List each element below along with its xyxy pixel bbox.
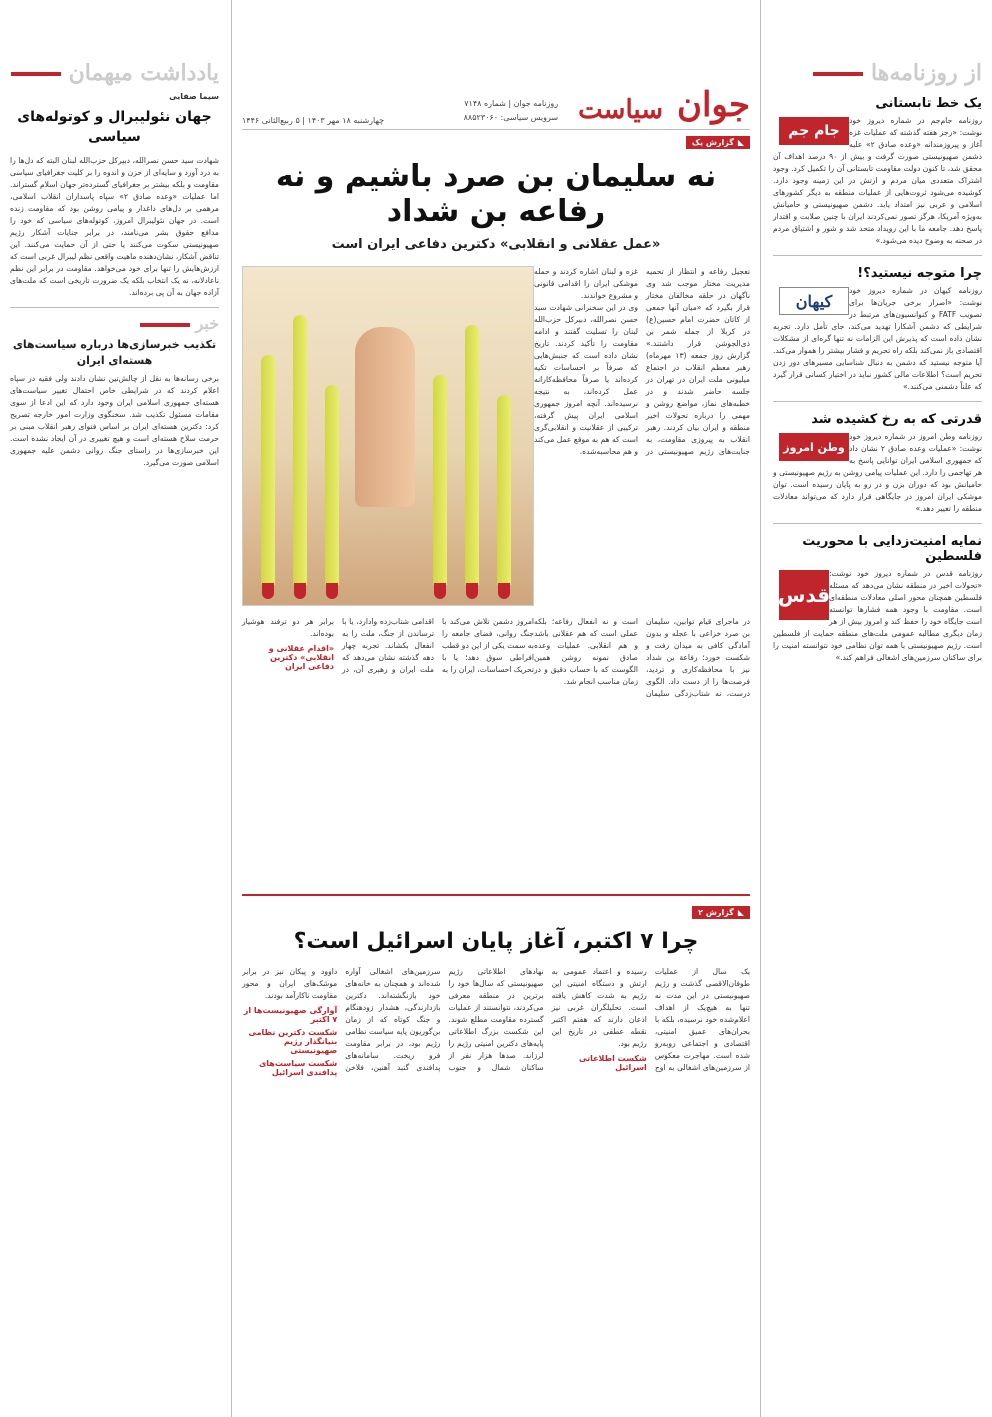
story-subhead: شکست اطلاعاتی اسرائیل: [578, 1054, 647, 1072]
story-paragraph: نهادهای اطلاعاتی رژیم صهیونیستی که سال‌ها خود را برترین در منطقه معرفی می‌کردند، نتوانستند از عملیات گسترده مقاومت مطلع شوند. این شکست بزرگ اطلاعاتی پایه‌های دکترین امنیتی رژیم را لرزاند. صدها هزار نفر از ساکنان شمال و جنوب سرزمین‌های اشغالی آواره شده‌اند و همچنان به خانه‌های خود بازنگشته‌اند. دکترین بازدارندگی، هشدار زودهنگام و جنگ کوتاه که از زمان بن‌گوریون پایه سیاست نظامی رژیم بود، در برابر مقاومت فرو ریخت. سامانه‌های پدافندی گنبد آهنین، فلاخن داوود و پیکان نیز در برابر موشک‌های ایران و محور مقاومت ناکارآمد بودند.: [242, 967, 544, 1072]
report-tag: [692, 906, 750, 919]
main-story: [242, 266, 750, 886]
missile-illustration: [293, 315, 307, 585]
report-tag-icon: ◣: [737, 138, 744, 147]
guest-note-text: شهادت سید حسن نصرالله، دبیرکل حزب‌الله لبنان البته که دل‌ها را به درد آورد و سایه‌ای از حزن و اندوه را بر کلیت جغرافیای سیاسی مقاومت و بلکه بیشتر بر جغرافیای گسترده‌تر جهان اسلام گستراند. اما عملیات «وعده صادق ۲» سپاه پاسداران انقلاب اسلامی، مرهمی بر دل‌های داغدار و پیامی روشن بود که مقاومت زنده است. در جهان نئولیبرال امروز، کوتوله‌های سیاسی که خود را مدافع حقوق بشر می‌نامند، در برابر جنایات آشکار رژیم صهیونیستی سکوت می‌کنند یا حتی از آن حمایت می‌کنند. این تناقض آشکار، نشان‌دهنده ماهیت واقعی نظم لیبرال غربی است که ارزش‌هایش را تنها برای خود می‌خواهد. مقاومت در برابر این نظم ناعادلانه، نه یک انتخاب بلکه یک ضرورت تاریخی است که ملت‌های آزاده جهان به آن پی برده‌اند.: [10, 156, 219, 297]
divider: [773, 401, 982, 402]
masthead-info: [464, 97, 559, 125]
story-subhead: آوارگی صهیونیست‌ها از ۷ اکتبر: [243, 1006, 338, 1024]
vatan-emrooz-logo: وطن امروز: [779, 433, 849, 461]
press-item-text: روزنامه وطن امروز در شماره دیروز خود نوشت: «عملیات وعده صادق ۲ نشان داد که جمهوری اسلامی ایران توانایی پاسخ به هر تهاجمی را دارد. این عملیات پیامی روشن به رژیم صهیونیستی و حامیانش بود که دوران بزن و در رو به پایان رسیده است. توان موشکی ایران امروز در جایگاهی قرار دارد که می‌تواند معادلات منطقه را تغییر دهد.»: [773, 432, 982, 513]
section-logo: سیاست: [578, 95, 663, 125]
press-item-title: چرا متوجه نیستید؟!: [857, 266, 982, 281]
report-tag: [686, 136, 750, 149]
press-item-text: روزنامه کیهان در شماره دیروز خود نوشت: «اصرار برخی جریان‌ها برای تصویب FATF و کنوانسیون‌های مرتبط در شرایطی که دشمن آشکارا تهدید می‌کند، جای تأمل دارد. تجربه نشان داده است که پذیرش این الزامات نه تنها گره‌ای از مشکلات اقتصادی باز نمی‌کند بلکه راه تحریم و فشار بیشتر را هموار می‌کند. آیا متوجه نیستید که دشمن به دنبال شناسایی مسیرهای دور زدن تحریم است؟ اطلاعات مالی کشور نباید در اختیار کسانی قرار گیرد که علناً دشمنی می‌کنند.»: [773, 286, 983, 391]
report-tag-icon: ◣: [737, 908, 744, 917]
masthead: [242, 60, 750, 130]
story-paragraph: وی در این سخنرانی شهادت سید حسن نصرالله، دبیرکل حزب‌الله لبنان را تسلیت گفتند و ادامه مقاومت را تأکید کردند. تاریخ نشان داده است که جنبش‌هایی که صرفاً بر احساسات تکیه کرده‌اند یا صرفاً محافظه‌کارانه عمل کرده‌اند، به نتیجه نرسیده‌اند. آنچه امروز جمهوری اسلامی ایران پیش گرفته، ترکیبی از عقلانیت و انقلابی‌گری است که هم به موقع عمل می‌کند و هم محاسبه‌شده.: [534, 303, 638, 456]
press-review-column: [760, 0, 992, 1417]
press-item-2: [773, 266, 982, 393]
fist-illustration: [355, 327, 415, 507]
issue-info: روزنامه جوان | شماره ۷۱۴۸: [464, 99, 559, 108]
missile-illustration: [465, 325, 479, 585]
press-item-title: قدرتی که به رخ کشیده شد: [811, 412, 982, 427]
report-tag-label: گزارش ۲: [698, 908, 734, 917]
main-content: [232, 0, 760, 1417]
missile-hand-illustration: [242, 266, 534, 606]
second-story-text: [242, 966, 750, 1366]
missile-illustration: [433, 375, 447, 585]
section-tag-guest-note: یادداشت میهمان: [10, 60, 219, 86]
press-item-3: [773, 412, 982, 515]
second-headline: چرا ۷ اکتبر، آغاز پایان اسرائیل است؟: [293, 929, 699, 954]
missile-illustration: [325, 385, 339, 585]
story-paragraph: تعجیل رفاعه و انتظار از تحمیه مدیریت مختار موجب شد وی ناگهان در حلقه مخالفان مختار قرار بگیرد که «میان آنها جمعی از کاتان حضرت امام حسین(ع) در کربلا از جمله شمر بن ذی‌الجوشن قرار داشتند.» گزارش روز جمعه (۱۳ مهرماه) رهبر معظم انقلاب در اجتماع میلیونی ملت ایران در تهران در جلسه حاضر شدند و در خطبه‌های نماز، مواضع روشن و مهمی را درباره تحولات اخیر منطقه و ایران بیان کردند. رهبر انقلاب به پیروزی مقاومت، به جنایت‌های رژیم صهیونیستی در غزه و لبنان اشاره کردند و حمله موشکی ایران را اقدامی قانونی و مشروع خواندند.: [534, 267, 750, 456]
press-item-text: روزنامه قدس در شماره دیروز خود نوشت: «تحولات اخیر در منطقه نشان می‌دهد که مسئله فلسطین همچنان محور اصلی معادلات منطقه‌ای است. مقاومت با وجود همه فشارها توانسته است جایگاه خود را حفظ کند و امروز بیش از هر زمان دیگری مطالبه عمومی ملت‌های منطقه حمایت از فلسطین است. رژیم صهیونیستی با همه توان نظامی خود نتوانسته امنیت را برای ساکنان سرزمین‌های اشغالی فراهم کند.»: [773, 569, 982, 662]
press-item-text: روزنامه جام‌جم در شماره دیروز خود نوشت: «رجز هفته گذشته که عملیات غزه آغاز و پیروزمندانه «وعده صادق ۲» علیه دشمن صهیونیستی صورت گرفت و بیش از ۹۰ درصد اهداف آن محقق شد، تا کنون دولت مقاومت تابستانی آن را تکمیل کرد. وجود اشتراک متعددی میان مردم و ارتش در این زمینه وجود دارد. کوشیده می‌شود ثروت‌هایی از عملیات منطقه به دیگر کشورهای اسلامی و عربی نیز امتداد یابد. دشمن صهیونیستی و حامیانش به‌ویژه آمریکا، هرگز تصور نمی‌کردند ایران با چنین صلابت و اقتدار پاسخ دهد. جامعه ما با این رویداد متحد شد و شور و اشتیاق مردم در صحنه به وضوح دیده می‌شود.»: [773, 116, 982, 245]
section-tag-news: خبر: [10, 314, 219, 333]
main-subhead: «عمل عقلانی و انقلابی» دکترین دفاعی ایران است: [331, 237, 661, 252]
news-text: برخی رسانه‌ها به نقل از چالش‌تین نشان دادند ولی فقیه در سپاه اعلام کردند که در شرایطی خاص احتمال تغییر سیاست‌های هسته‌ای جمهوری اسلامی ایران وجود دارد که این ادعا از سوی مقامات مسئول تکذیب شد. سخنگوی وزارت امور خارجه تصریح کرد: دکترین هسته‌ای ایران بر اساس فتوای رهبر انقلاب مبنی بر حرمت سلاح هسته‌ای است و هیچ تغییری در آن ایجاد نشده است. این خبرسازی‌ها در راستای جنگ روانی دشمن علیه جمهوری اسلامی صورت می‌گیرد.: [10, 374, 219, 467]
press-item-title: یک خط تابستانی: [875, 96, 982, 111]
press-item-title: نمایه امنیت‌زدایی با محوریت فلسطین: [802, 534, 982, 564]
press-item-4: [773, 534, 982, 664]
main-story-text-bottom-left: [242, 616, 534, 886]
story-paragraph: در ماجرای قیام توابین، سلیمان بن صرد خزاعی با عجله و بدون آمادگی کافی به میدان رفت و شکست خورد؛ رفاعة بن شداد نیز با محافظه‌کاری و تردید، فرصت‌ها را از دست داد. الگوی درست، نه شتاب‌زدگی سلیمان است و نه انفعال رفاعه؛ بلکه عملی است که هم عقلانی باشد و هم انقلابی. عملیات وعده صادق نمونه روشن همین الگوست که با حساب دقیق و در زمان مناسب انجام شد.: [534, 617, 750, 698]
service-phone: سرویس سیاسی: ۸۸۵۲۳۰۶۰: [463, 113, 559, 122]
guest-note-column: [0, 0, 232, 1417]
news-box: [10, 307, 219, 469]
story-paragraph: امروز دشمن تلاش می‌کند با جنگ روانی، فضای جامعه را به سمت یکی از این دو قطب افراطی سوق دهد؛ یا با تحریک احساسات، ایران را به اقدامی شتاب‌زده وادارد، یا با ترساندن از جنگ، ملت را به انفعال بکشاند. تجربه چهار دهه گذشته نشان می‌دهد که ملت ایران و رهبری آن، در برابر هر دو ترفند هوشیار بوده‌اند.: [242, 617, 534, 674]
pull-quote: «اقدام عقلانی و انقلابی» دکترین دفاعی ایران: [268, 644, 334, 671]
quds-logo: قدس: [779, 570, 829, 620]
missile-illustration: [497, 395, 511, 585]
kayhan-logo: کیهان: [779, 287, 849, 315]
main-story-text-bottom-right: [534, 616, 750, 886]
story-paragraph: یک سال از عملیات طوفان‌الاقصی گذشت و رژیم صهیونیستی در این مدت نه تنها به هیچ‌یک از اهداف اعلام‌شده خود نرسیده، بلکه با بحران‌های عمیق امنیتی، اقتصادی و اجتماعی روبه‌رو شده است. مهاجرت معکوس از سرزمین‌های اشغالی به اوج رسیده و اعتماد عمومی به ارتش و دستگاه امنیتی این رژیم به شدت کاهش یافته است. تحلیلگران غربی نیز اذعان دارند که هفتم اکتبر نقطه عطفی در تاریخ این رژیم بود.: [551, 967, 750, 1072]
missile-illustration: [261, 355, 275, 585]
guest-note-title: جهان نئولیبرال و کوتوله‌های سیاسی: [17, 109, 212, 145]
press-item-1: [773, 96, 982, 247]
issue-date: چهارشنبه ۱۸ مهر ۱۴۰۳ | ۵ ربیع‌الثانی ۱۴۴۶: [242, 116, 385, 125]
section-tag-press-review: از روزنامه‌ها: [773, 60, 982, 86]
brand-logo: جوان: [677, 85, 750, 125]
divider: [773, 255, 982, 256]
report-tag-label: گزارش یک: [691, 138, 734, 147]
jamejam-logo: جام جم: [779, 117, 849, 145]
news-title: تکذیب خبرسازی‌ها درباره سیاست‌های هسته‌ای ایران: [12, 338, 217, 367]
main-story-text-top: [534, 266, 750, 606]
author-name: سیما صفایی: [169, 92, 219, 101]
second-story: [242, 894, 750, 1366]
story-subhead: شکست دکترین نظامی بنیانگذار رژیم صهیونیستی: [248, 1028, 338, 1055]
story-subhead: شکست سیاست‌های پدافندی اسرائیل: [258, 1059, 338, 1077]
main-headline: نه سلیمان بن صرد باشیم و نه رفاعه بن شداد: [275, 159, 717, 229]
divider: [773, 523, 982, 524]
